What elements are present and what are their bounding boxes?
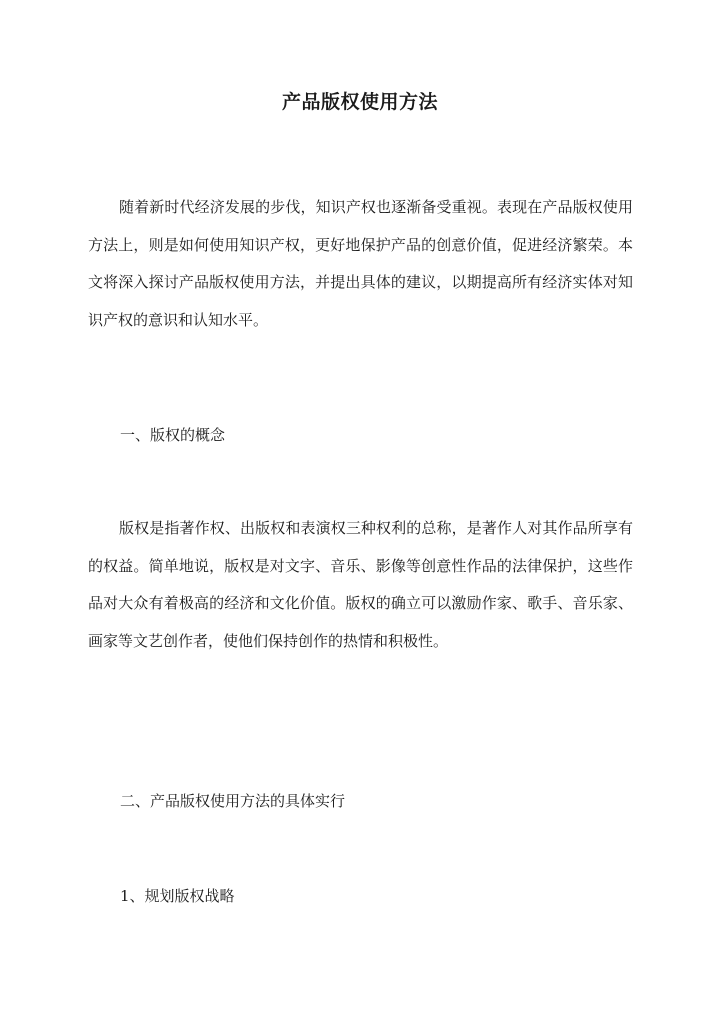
document-title: 产品版权使用方法 — [281, 91, 438, 113]
subsection-heading-strategy: 1、规划版权战略 — [120, 887, 235, 905]
intro-paragraph: 随着新时代经济发展的步伐，知识产权也逐渐备受重视。表现在产品版权使用方法上，则是如何使用知识产权，更好地保护产品的创意价值，促进经济繁荣。本文将深入探讨产品版权使用方法，并提出具体的建议，以期提高所有经济实体对知识产权的意识和认知水平。 — [88, 198, 633, 329]
section-heading-implementation: 二、产品版权使用方法的具体实行 — [120, 792, 346, 810]
concept-paragraph: 版权是指著作权、出版权和表演权三种权利的总称，是著作人对其作品所享有的权益。简单地说，版权是对文字、音乐、影像等创意性作品的法律保护，这些作品对大众有着极高的经济和文化价值。版权的确立可以激励作家、歌手、音乐家、画家等文艺创作者，使他们保持创作的热情和积极性。 — [88, 519, 633, 650]
section-heading-concept: 一、版权的概念 — [120, 426, 226, 444]
